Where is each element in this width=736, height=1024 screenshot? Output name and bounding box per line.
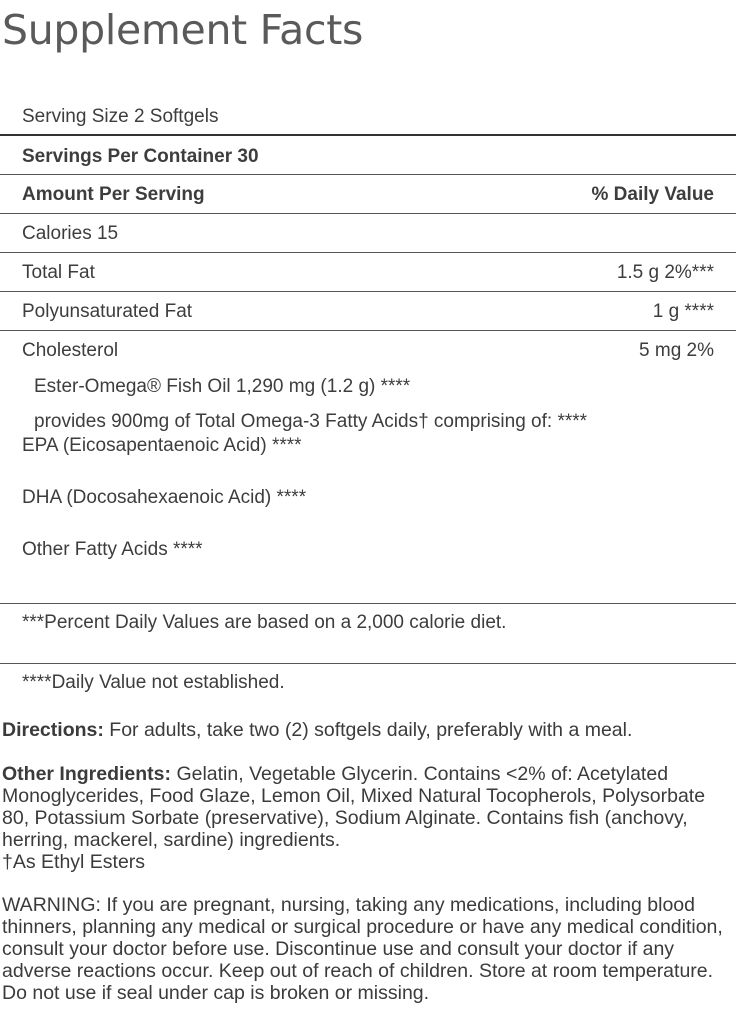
- nutrient-label: Polyunsaturated Fat: [22, 301, 193, 322]
- nutrient-value: 5 mg 2%: [639, 340, 714, 361]
- nutrient-row-total-fat: [0, 253, 736, 292]
- ethyl-esters-note: †As Ethyl Esters: [2, 851, 146, 873]
- directions-text: For adults, take two (2) softgels daily, preferably with a meal.: [103, 719, 633, 741]
- servings-per-container: Servings Per Container 30: [0, 136, 736, 175]
- footnote-not-established: ****Daily Value not established.: [22, 672, 285, 693]
- page-title: Supplement Facts: [2, 6, 364, 54]
- footnote-text: ***Percent Daily Values are based on a 2,000 calorie diet.: [22, 612, 507, 633]
- directions-label: Directions:: [2, 719, 104, 741]
- nutrient-value: 1 g ****: [652, 301, 714, 322]
- nutrient-row-polyunsaturated-fat: [0, 292, 736, 331]
- nutrient-row-cholesterol: [0, 331, 736, 370]
- warning-paragraph: WARNING: If you are pregnant, nursing, taking any medications, including blood thinners, planning any medical or surgical procedure or have any medical condition, consult your doctor before use. Discontinue use and consult your doctor if any adverse reactions occur. Keep out of reach of children. Store at room temperature. Do not use if seal under cap is broken or missing.: [2, 894, 723, 1004]
- supplement-facts-table: [0, 98, 736, 702]
- nutrient-value: 1.5 g 2%***: [616, 262, 714, 283]
- amount-header-row: [0, 175, 736, 214]
- directions-paragraph: [2, 719, 727, 741]
- nutrient-label: Calories 15: [22, 223, 119, 244]
- nutrient-label: Total Fat: [22, 262, 95, 283]
- fish-oil-row: Ester-Omega® Fish Oil 1,290 mg (1.2 g) ****: [34, 376, 411, 397]
- other-ingredients-label: Other Ingredients:: [2, 763, 172, 785]
- nutrient-row-calories: [0, 214, 736, 253]
- amount-per-serving-label: Amount Per Serving: [22, 184, 205, 205]
- omega-3-provides-row: provides 900mg of Total Omega-3 Fatty Acids† comprising of: ****: [34, 411, 588, 432]
- other-ingredients-text: Gelatin, Vegetable Glycerin. Contains <2% of: Acetylated Monoglycerides, Food Glaze, Lemon Oil, Mixed Natural Tocopherols, Polysorbate 80, Potassium Sorbate (preservative), Sodium Alginate. Contains fish (anchovy, herring, mackerel, sardine) ingredients.: [2, 763, 706, 851]
- footnote-daily-values: [0, 604, 736, 664]
- epa-row: EPA (Eicosapentaenoic Acid) ****: [22, 435, 302, 456]
- nutrient-label: Cholesterol: [22, 340, 119, 361]
- other-fatty-acids-row: Other Fatty Acids ****: [0, 539, 736, 604]
- daily-value-label: % Daily Value: [591, 184, 714, 205]
- other-ingredients-paragraph: [2, 763, 727, 873]
- dha-row: DHA (Docosahexaenoic Acid) ****: [22, 487, 307, 508]
- serving-size: Serving Size 2 Softgels: [0, 98, 736, 136]
